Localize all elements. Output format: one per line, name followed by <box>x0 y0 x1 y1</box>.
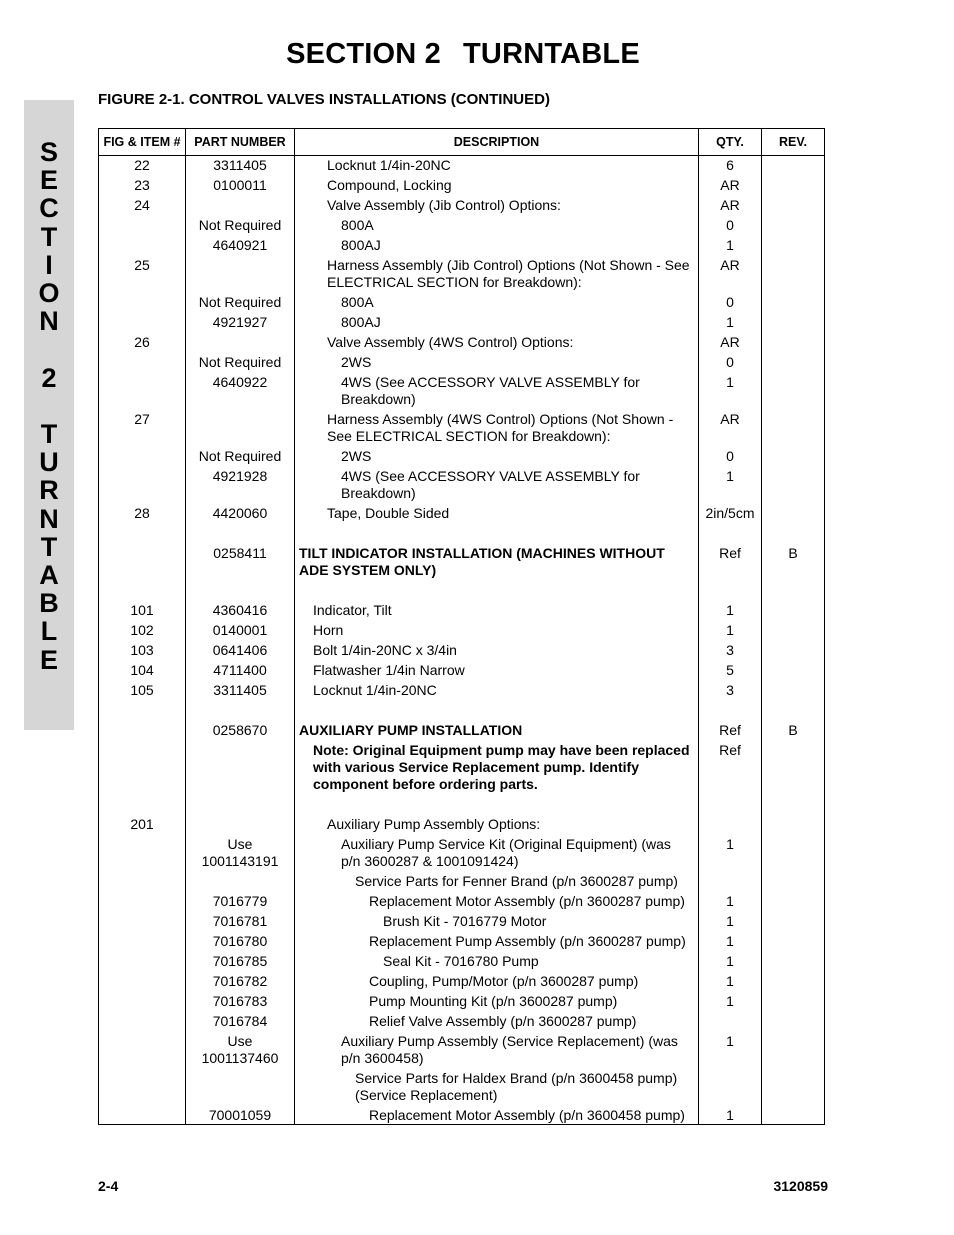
part-number-cell: Not Required <box>186 214 295 234</box>
part-number-cell: Not Required <box>186 445 295 465</box>
part-number-cell: 4640922 <box>186 371 295 408</box>
qty-cell: 1 <box>699 599 762 619</box>
rev-cell <box>762 679 825 719</box>
rev-cell <box>762 890 825 910</box>
rev-cell <box>762 1030 825 1067</box>
column-header-description: DESCRIPTION <box>295 129 699 156</box>
description-cell: Indicator, Tilt <box>295 599 699 619</box>
side-tab-letter: N <box>39 503 59 534</box>
figure-title: FIGURE 2-1. CONTROL VALVES INSTALLATIONS (CONTINUED) <box>98 91 550 108</box>
description-cell: Replacement Motor Assembly (p/n 3600458 pump) <box>295 1104 699 1125</box>
rev-cell <box>762 950 825 970</box>
description-cell: Pump Mounting Kit (p/n 3600287 pump) <box>295 990 699 1010</box>
table-row <box>99 465 825 502</box>
item-cell: 22 <box>99 156 186 175</box>
table-row <box>99 214 825 234</box>
qty-cell: 1 <box>699 1030 762 1067</box>
qty-cell: 1 <box>699 833 762 870</box>
description-cell: Compound, Locking <box>295 174 699 194</box>
rev-cell <box>762 659 825 679</box>
rev-cell <box>762 1104 825 1125</box>
item-cell <box>99 311 186 331</box>
qty-cell: Ref <box>699 719 762 739</box>
part-number-cell <box>186 739 295 813</box>
part-number-cell: 4420060 <box>186 502 295 542</box>
table-row <box>99 833 825 870</box>
table-row <box>99 813 825 833</box>
description-cell: TILT INDICATOR INSTALLATION (MACHINES WITHOUT ADE SYSTEM ONLY) <box>295 542 699 599</box>
part-number-cell: Use 1001143191 <box>186 833 295 870</box>
side-tab-letter: T <box>40 531 58 562</box>
description-cell: 800AJ <box>295 234 699 254</box>
rev-cell <box>762 194 825 214</box>
item-cell <box>99 1010 186 1030</box>
item-cell <box>99 1104 186 1125</box>
qty-cell: 5 <box>699 659 762 679</box>
table-body <box>99 156 825 1125</box>
part-number-cell: 7016782 <box>186 970 295 990</box>
qty-cell: 6 <box>699 156 762 175</box>
table-row <box>99 445 825 465</box>
rev-cell <box>762 813 825 833</box>
side-tab-letter: T <box>40 221 58 252</box>
table-row <box>99 331 825 351</box>
side-tab-letter: I <box>45 249 53 280</box>
side-tab-letter: T <box>40 419 58 449</box>
part-number-cell: 4640921 <box>186 234 295 254</box>
item-cell <box>99 833 186 870</box>
description-cell: Tape, Double Sided <box>295 502 699 542</box>
qty-cell: 1 <box>699 990 762 1010</box>
table-row <box>99 639 825 659</box>
item-cell <box>99 542 186 599</box>
rev-cell <box>762 833 825 870</box>
item-cell <box>99 970 186 990</box>
description-cell: Service Parts for Fenner Brand (p/n 3600287 pump) <box>295 870 699 890</box>
item-cell <box>99 890 186 910</box>
table-row <box>99 1030 825 1067</box>
description-cell: 800AJ <box>295 311 699 331</box>
document-number: 3120859 <box>773 1178 828 1194</box>
description-cell: Locknut 1/4in-20NC <box>295 679 699 719</box>
description-cell: 2WS <box>295 351 699 371</box>
qty-cell <box>699 1067 762 1104</box>
qty-cell: 1 <box>699 1104 762 1125</box>
description-cell: Replacement Motor Assembly (p/n 3600287 pump) <box>295 890 699 910</box>
table-row <box>99 719 825 739</box>
part-number-cell: 0140001 <box>186 619 295 639</box>
rev-cell <box>762 445 825 465</box>
item-cell <box>99 930 186 950</box>
qty-cell: AR <box>699 408 762 445</box>
description-cell: Auxiliary Pump Service Kit (Original Equipment) (was p/n 3600287 & 1001091424) <box>295 833 699 870</box>
item-cell: 103 <box>99 639 186 659</box>
item-cell <box>99 990 186 1010</box>
table-row <box>99 291 825 311</box>
table-row <box>99 194 825 214</box>
description-cell: Harness Assembly (4WS Control) Options (Not Shown - See ELECTRICAL SECTION for Breakdown): <box>295 408 699 445</box>
section-name: TURNTABLE <box>463 38 640 70</box>
table-row <box>99 870 825 890</box>
description-cell: Replacement Pump Assembly (p/n 3600287 pump) <box>295 930 699 950</box>
side-tab-letter: E <box>39 644 58 675</box>
qty-cell: 0 <box>699 351 762 371</box>
item-cell <box>99 371 186 408</box>
table-row <box>99 990 825 1010</box>
part-number-cell: 7016783 <box>186 990 295 1010</box>
rev-cell <box>762 311 825 331</box>
part-number-cell: Not Required <box>186 291 295 311</box>
item-cell <box>99 214 186 234</box>
table-header-row <box>99 129 825 156</box>
part-number-cell: Not Required <box>186 351 295 371</box>
description-cell: Bolt 1/4in-20NC x 3/4in <box>295 639 699 659</box>
side-tab-letter: B <box>39 588 59 619</box>
description-cell: Auxiliary Pump Assembly (Service Replacement) (was p/n 3600458) <box>295 1030 699 1067</box>
description-cell: Note: Original Equipment pump may have been replaced with various Service Replacement pump. Identify component before ordering parts. <box>295 739 699 813</box>
description-cell: Harness Assembly (Jib Control) Options (Not Shown - See ELECTRICAL SECTION for Breakdown): <box>295 254 699 291</box>
item-cell <box>99 870 186 890</box>
qty-cell: 0 <box>699 214 762 234</box>
description-cell: Coupling, Pump/Motor (p/n 3600287 pump) <box>295 970 699 990</box>
side-tab-letter: C <box>39 193 59 224</box>
rev-cell <box>762 234 825 254</box>
item-cell <box>99 234 186 254</box>
table-row <box>99 1104 825 1125</box>
rev-cell <box>762 739 825 813</box>
item-cell <box>99 950 186 970</box>
table-row <box>99 619 825 639</box>
table-row <box>99 234 825 254</box>
rev-cell <box>762 156 825 175</box>
side-tab-letter: N <box>39 306 59 337</box>
part-number-cell: 0641406 <box>186 639 295 659</box>
description-cell: Valve Assembly (Jib Control) Options: <box>295 194 699 214</box>
item-cell: 102 <box>99 619 186 639</box>
description-cell: Seal Kit - 7016780 Pump <box>295 950 699 970</box>
item-cell: 28 <box>99 502 186 542</box>
rev-cell <box>762 619 825 639</box>
table-row <box>99 970 825 990</box>
table-row <box>99 930 825 950</box>
rev-cell <box>762 371 825 408</box>
part-number-cell <box>186 331 295 351</box>
side-tab-letter: U <box>39 447 59 478</box>
item-cell: 25 <box>99 254 186 291</box>
rev-cell <box>762 1010 825 1030</box>
rev-cell <box>762 465 825 502</box>
item-cell: 105 <box>99 679 186 719</box>
item-cell <box>99 291 186 311</box>
part-number-cell: 7016780 <box>186 930 295 950</box>
item-cell: 101 <box>99 599 186 619</box>
part-number-cell <box>186 254 295 291</box>
qty-cell: 1 <box>699 930 762 950</box>
qty-cell: 1 <box>699 890 762 910</box>
part-number-cell: 70001059 <box>186 1104 295 1125</box>
table-row <box>99 950 825 970</box>
part-number-cell: 4921927 <box>186 311 295 331</box>
table-row <box>99 408 825 445</box>
description-cell: 2WS <box>295 445 699 465</box>
qty-cell: 1 <box>699 970 762 990</box>
item-cell <box>99 739 186 813</box>
table-row <box>99 254 825 291</box>
qty-cell: 1 <box>699 910 762 930</box>
qty-cell: 1 <box>699 371 762 408</box>
part-number-cell: 7016784 <box>186 1010 295 1030</box>
column-header-item: FIG & ITEM # <box>99 129 186 156</box>
rev-cell <box>762 408 825 445</box>
qty-cell: Ref <box>699 739 762 813</box>
item-cell <box>99 1030 186 1067</box>
qty-cell: 1 <box>699 950 762 970</box>
column-header-part: PART NUMBER <box>186 129 295 156</box>
description-cell: 4WS (See ACCESSORY VALVE ASSEMBLY for Breakdown) <box>295 371 699 408</box>
item-cell <box>99 910 186 930</box>
table-row <box>99 599 825 619</box>
description-cell: Locknut 1/4in-20NC <box>295 156 699 175</box>
side-tab-letter: 2 <box>41 362 57 393</box>
part-number-cell: 7016779 <box>186 890 295 910</box>
rev-cell <box>762 331 825 351</box>
part-number-cell: 4921928 <box>186 465 295 502</box>
part-number-cell <box>186 813 295 833</box>
table-row <box>99 1067 825 1104</box>
table-row <box>99 174 825 194</box>
parts-table <box>98 128 825 1125</box>
qty-cell: AR <box>699 331 762 351</box>
table-row <box>99 890 825 910</box>
part-number-cell: 3311405 <box>186 156 295 175</box>
rev-cell <box>762 174 825 194</box>
part-number-cell: 4360416 <box>186 599 295 619</box>
qty-cell: 1 <box>699 311 762 331</box>
rev-cell <box>762 910 825 930</box>
item-cell <box>99 719 186 739</box>
part-number-cell: Use 1001137460 <box>186 1030 295 1067</box>
table-row <box>99 739 825 813</box>
side-tab-letter: O <box>38 278 60 308</box>
description-cell: Brush Kit - 7016779 Motor <box>295 910 699 930</box>
description-cell: Service Parts for Haldex Brand (p/n 3600458 pump) (Service Replacement) <box>295 1067 699 1104</box>
qty-cell: AR <box>699 174 762 194</box>
table-row <box>99 351 825 371</box>
description-cell: 800A <box>295 214 699 234</box>
description-cell: Horn <box>295 619 699 639</box>
rev-cell <box>762 291 825 311</box>
part-number-cell: 0258411 <box>186 542 295 599</box>
qty-cell: 1 <box>699 465 762 502</box>
column-header-qty: QTY. <box>699 129 762 156</box>
part-number-cell: 0258670 <box>186 719 295 739</box>
rev-cell: B <box>762 719 825 739</box>
qty-cell <box>699 1010 762 1030</box>
part-number-cell <box>186 194 295 214</box>
qty-cell: 0 <box>699 291 762 311</box>
column-header-rev: REV. <box>762 129 825 156</box>
table-row <box>99 311 825 331</box>
section-side-tab <box>24 100 74 730</box>
section-label: SECTION 2 <box>286 38 442 70</box>
qty-cell: Ref <box>699 542 762 599</box>
side-tab-letter: L <box>40 616 58 647</box>
table-row <box>99 910 825 930</box>
page-number: 2-4 <box>98 1178 119 1194</box>
item-cell <box>99 351 186 371</box>
part-number-cell: 4711400 <box>186 659 295 679</box>
item-cell: 26 <box>99 331 186 351</box>
rev-cell: B <box>762 542 825 599</box>
table-row <box>99 371 825 408</box>
rev-cell <box>762 599 825 619</box>
side-tab-letter: E <box>39 165 58 196</box>
item-cell <box>99 445 186 465</box>
rev-cell <box>762 990 825 1010</box>
item-cell <box>99 1067 186 1104</box>
side-tab-letter: S <box>39 137 58 167</box>
part-number-cell: 7016781 <box>186 910 295 930</box>
item-cell: 24 <box>99 194 186 214</box>
table-row <box>99 679 825 719</box>
description-cell: AUXILIARY PUMP INSTALLATION <box>295 719 699 739</box>
rev-cell <box>762 970 825 990</box>
qty-cell: 0 <box>699 445 762 465</box>
side-tab-letter: A <box>39 560 59 590</box>
rev-cell <box>762 1067 825 1104</box>
item-cell: 27 <box>99 408 186 445</box>
description-cell: Flatwasher 1/4in Narrow <box>295 659 699 679</box>
rev-cell <box>762 254 825 291</box>
qty-cell: 1 <box>699 234 762 254</box>
description-cell: 800A <box>295 291 699 311</box>
part-number-cell <box>186 870 295 890</box>
qty-cell <box>699 870 762 890</box>
rev-cell <box>762 214 825 234</box>
rev-cell <box>762 502 825 542</box>
table-row <box>99 156 825 175</box>
part-number-cell: 0100011 <box>186 174 295 194</box>
item-cell: 23 <box>99 174 186 194</box>
rev-cell <box>762 351 825 371</box>
item-cell: 201 <box>99 813 186 833</box>
part-number-cell <box>186 1067 295 1104</box>
qty-cell: 3 <box>699 679 762 719</box>
rev-cell <box>762 870 825 890</box>
qty-cell <box>699 813 762 833</box>
qty-cell: AR <box>699 194 762 214</box>
rev-cell <box>762 639 825 659</box>
section-title <box>0 38 926 71</box>
part-number-cell: 7016785 <box>186 950 295 970</box>
item-cell: 104 <box>99 659 186 679</box>
table-row <box>99 1010 825 1030</box>
qty-cell: AR <box>699 254 762 291</box>
qty-cell: 2in/5cm <box>699 502 762 542</box>
qty-cell: 1 <box>699 619 762 639</box>
description-cell: Relief Valve Assembly (p/n 3600287 pump) <box>295 1010 699 1030</box>
table-row <box>99 542 825 599</box>
side-tab-letter: R <box>39 475 59 506</box>
qty-cell: 3 <box>699 639 762 659</box>
part-number-cell <box>186 408 295 445</box>
description-cell: Auxiliary Pump Assembly Options: <box>295 813 699 833</box>
item-cell <box>99 465 186 502</box>
table-row <box>99 659 825 679</box>
description-cell: Valve Assembly (4WS Control) Options: <box>295 331 699 351</box>
rev-cell <box>762 930 825 950</box>
part-number-cell: 3311405 <box>186 679 295 719</box>
table-row <box>99 502 825 542</box>
description-cell: 4WS (See ACCESSORY VALVE ASSEMBLY for Breakdown) <box>295 465 699 502</box>
